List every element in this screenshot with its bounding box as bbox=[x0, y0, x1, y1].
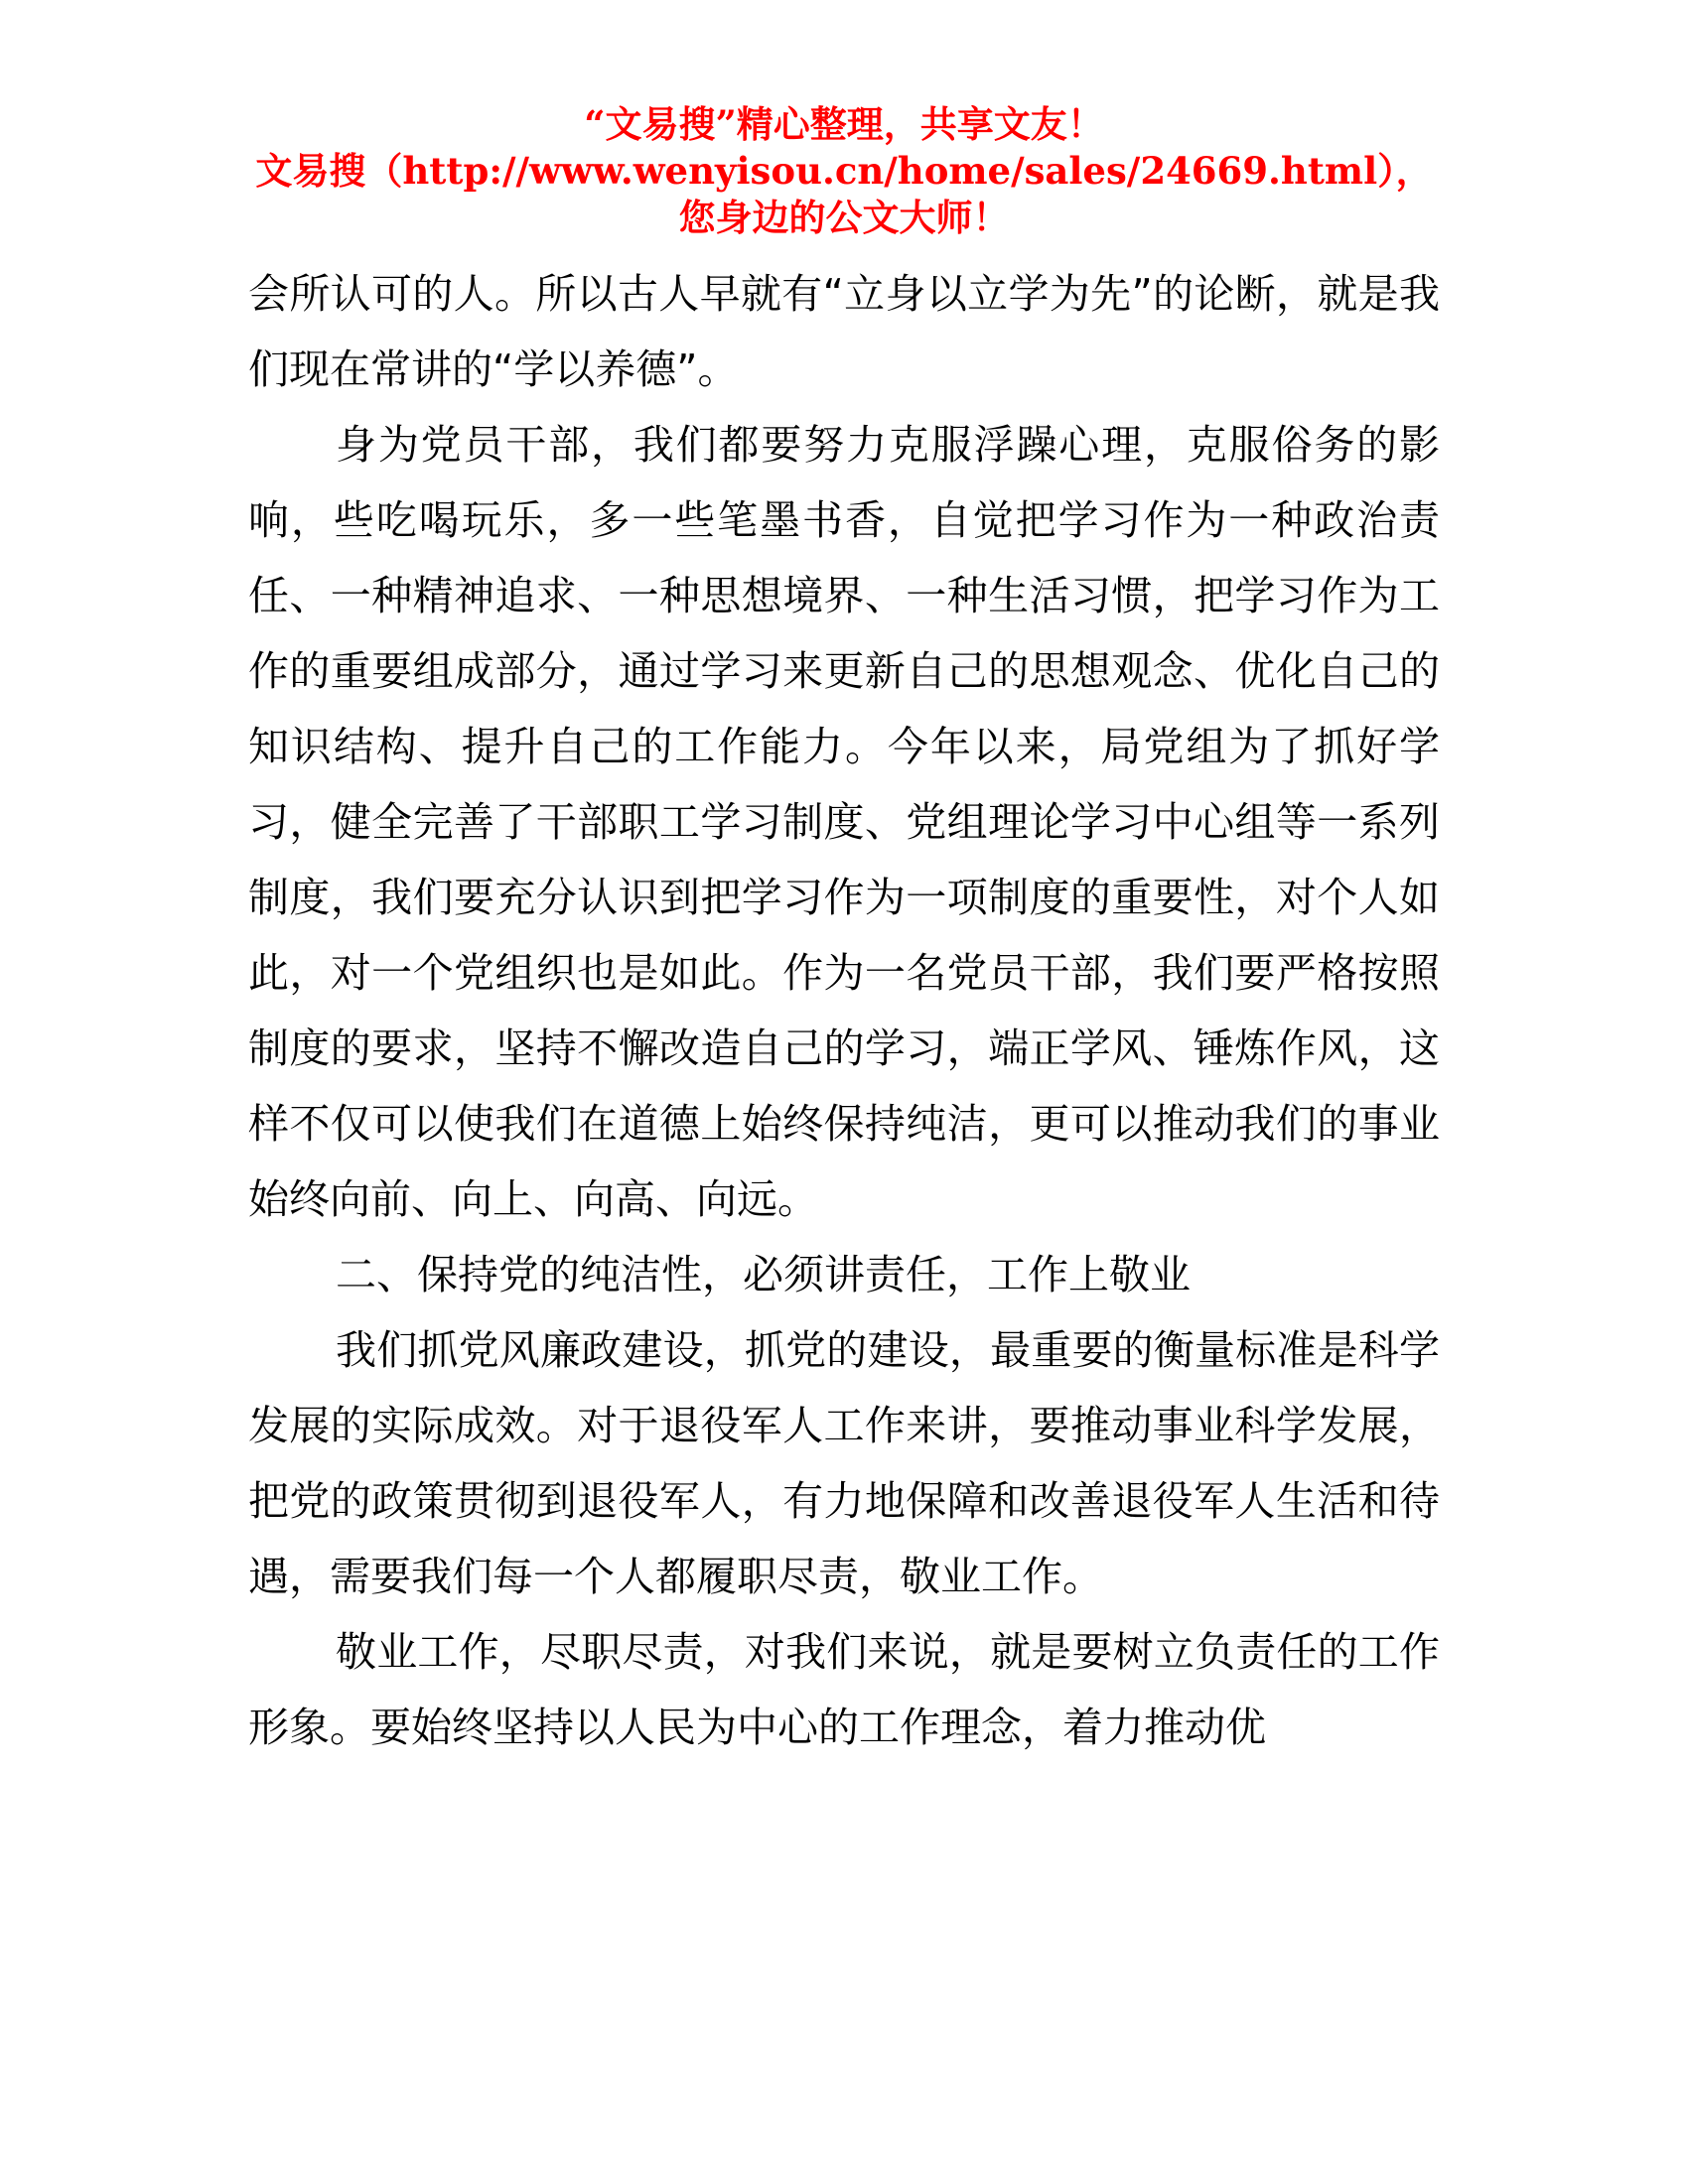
header-line-2: 文易搜（http://www.wenyisou.cn/home/sales/24669.html）， bbox=[255, 149, 1433, 193]
paragraph: 身为党员干部，我们都要努力克服浮躁心理，克服俗务的影响，些吃喝玩乐，多一些笔墨书香，自觉把学习作为一种政治责任、一种精神追求、一种思想境界、一种生活习惯，把学习作为工作的重要组成部分，通过学习来更新自己的思想观念、优化自己的知识结构、提升自己的工作能力。今年以来，局党组为了抓好学习，健全完善了干部职工学习制度、党组理论学习中心组等一系列制度，我们要充分认识到把学习作为一项制度的重要性，对个人如此，对一个党组织也是如此。作为一名党员干部，我们要严格按照制度的要求，坚持不懈改造自己的学习，端正学风、锤炼作风，这样不仅可以使我们在道德上始终保持纯洁，更可以推动我们的事业始终向前、向上、向高、向远。 bbox=[248, 421, 1440, 1223]
paragraph: 我们抓党风廉政建设，抓党的建设，最重要的衡量标准是科学发展的实际成效。对于退役军人工作来讲，要推动事业科学发展，把党的政策贯彻到退役军人，有力地保障和改善退役军人生活和待遇，需要我们每一个人都履职尽责，敬业工作。 bbox=[248, 1326, 1440, 1600]
header-line-3: 您身边的公文大师！ bbox=[678, 196, 1010, 239]
paragraph-continuation: 会所认可的人。所以古人早就有“立身以立学为先”的论断，就是我们现在常讲的“学以养德”。 bbox=[248, 270, 1440, 393]
document-body bbox=[248, 256, 1440, 1765]
section-heading: 二、保持党的纯洁性，必须讲责任，工作上敬业 bbox=[336, 1251, 1191, 1298]
header-line-1: “文易搜”精心整理，共享文友！ bbox=[584, 102, 1104, 146]
paragraph: 敬业工作，尽职尽责，对我们来说，就是要树立负责任的工作形象。要始终坚持以人民为中心的工作理念，着力推动优 bbox=[248, 1628, 1440, 1751]
watermark-header bbox=[0, 101, 1688, 241]
